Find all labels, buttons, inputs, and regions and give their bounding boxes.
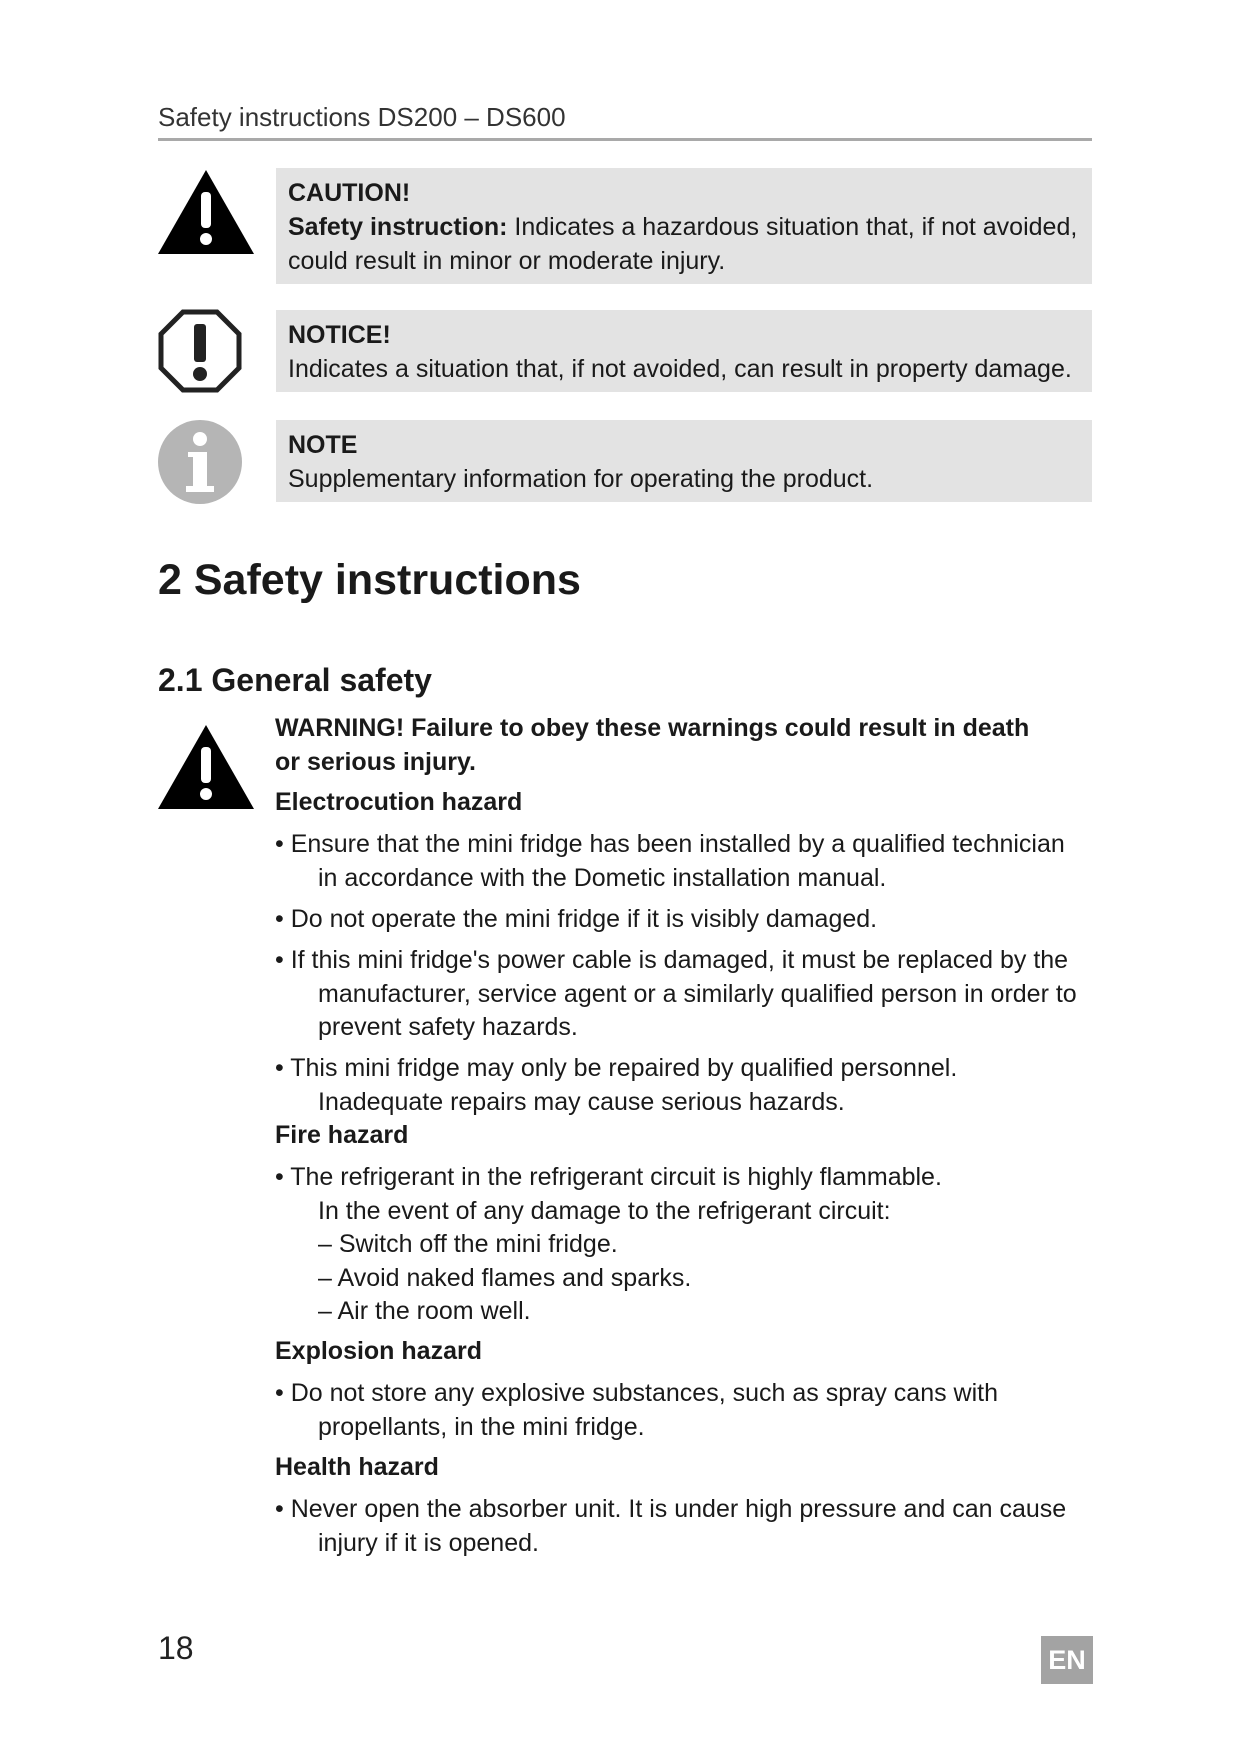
bullet-line: injury if it is opened. [318,1528,539,1557]
warning-triangle-icon [158,170,254,254]
bullet-line: prevent safety hazards. [318,1013,578,1041]
list-item [275,828,1095,895]
bullet-line: – Avoid naked flames and sparks. [318,1263,692,1292]
caution-lead: Safety instruction: [288,213,508,241]
warning-statement [275,712,1095,779]
bullet-line: • Ensure that the mini fridge has been installed by a qualified technician [275,830,1065,858]
caution-text [288,210,1080,244]
explosion-heading: Explosion hazard [275,1337,482,1365]
bullet-line: propellants, in the mini fridge. [318,1412,645,1441]
language-badge: EN [1041,1636,1093,1684]
note-title: NOTE [288,431,358,459]
list-item [275,1161,1095,1329]
note-text: Supplementary information for operating the product. [288,465,874,493]
header-rule [158,138,1092,141]
subsection-heading: 2.1 General safety [158,662,432,698]
list-item [275,1052,1095,1119]
bullet-line: • Never open the absorber unit. It is under high pressure and can cause [275,1495,1067,1523]
warning-line2: or serious injury. [275,747,476,776]
bullet-line: • If this mini fridge's power cable is damaged, it must be replaced by the [275,946,1069,974]
bullet-line: in accordance with the Dometic installation manual. [318,863,887,892]
bullet-line: – Switch off the mini fridge. [318,1230,618,1258]
bullet-line: • The refrigerant in the refrigerant circuit is highly flammable. [275,1163,942,1191]
bullet-line: In the event of any damage to the refrigerant circuit: [318,1196,891,1225]
caution-line2: could result in minor or moderate injury. [288,247,726,275]
notice-box [276,310,1092,392]
list-item [275,1377,1095,1444]
section-heading: 2 Safety instructions [158,556,581,604]
note-notice [158,420,1092,502]
running-header: Safety instructions DS200 – DS600 [158,102,566,132]
bullet-line: manufacturer, service agent or a similarly qualified person in order to [318,979,1077,1008]
notice-octagon-icon [158,309,242,393]
info-icon [158,420,242,504]
caution-notice [158,168,1092,284]
page-number: 18 [158,1630,194,1666]
list-item [275,1493,1095,1560]
caution-title: CAUTION! [288,179,411,207]
warning-triangle-icon [158,724,254,810]
caution-box [276,168,1092,284]
bullet-line: • This mini fridge may only be repaired by qualified personnel. [275,1054,958,1082]
bullet-line: Inadequate repairs may cause serious hazards. [318,1087,845,1116]
notice-title: NOTICE! [288,321,391,349]
health-heading: Health hazard [275,1453,439,1481]
bullet-line: – Air the room well. [318,1297,531,1325]
notice-notice [158,310,1092,392]
bullet-line: • Do not operate the mini fridge if it is visibly damaged. [275,905,878,933]
list-item [275,903,1095,937]
fire-heading: Fire hazard [275,1121,409,1149]
note-box [276,420,1092,502]
list-item [275,944,1095,1045]
caution-line1: Indicates a hazardous situation that, if not avoided, [507,213,1078,241]
bullet-line: • Do not store any explosive substances, such as spray cans with [275,1379,998,1407]
notice-text: Indicates a situation that, if not avoided, can result in property damage. [288,355,1072,383]
warning-line1: WARNING! Failure to obey these warnings could result in death [275,714,1030,742]
electrocution-heading: Electrocution hazard [275,788,523,816]
